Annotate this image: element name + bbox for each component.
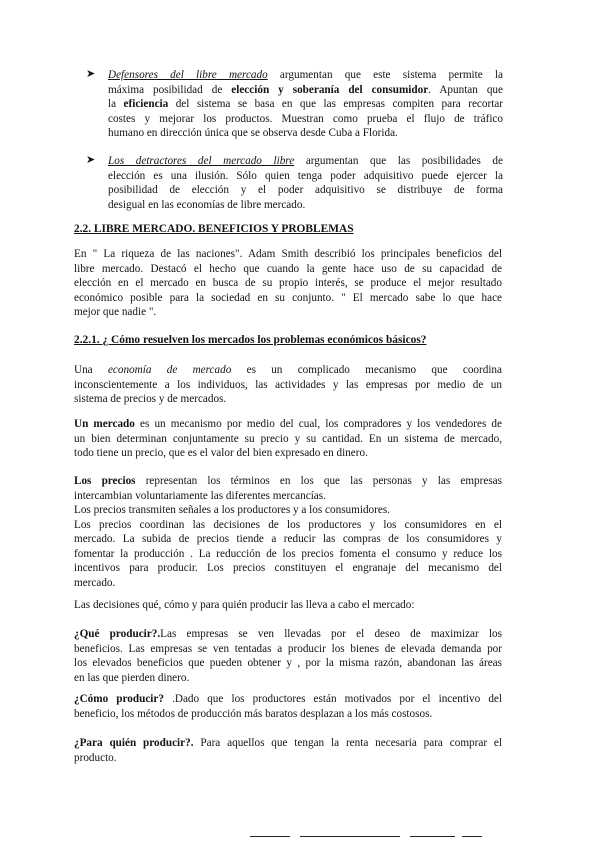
footer-rule bbox=[462, 836, 482, 837]
bullet-defensores: ➤ Defensores del libre mercado argumentan que este sistema permite la máxima posibilidad de elección y soberanía del consumidor. Apuntan que la eficiencia del sistema se basa en que las empresas compiten para recortar costes y mejorar los productos. Muestran como prueba el flujo de tráfico humano en dirección única que se observa desde Cuba a Florida. bbox=[86, 67, 503, 139]
footer-rule bbox=[300, 836, 400, 837]
paragraph-como-producir: ¿Cómo producir? .Dado que los productores están motivados por el incentivo del beneficio, los métodos de producción más baratos desplazan a los más costosos. bbox=[74, 693, 502, 720]
paragraph-los-precios: Los precios representan los términos en los que las personas y las empresas intercambian voluntariamente las diferentes mercancías. Los precios transmiten señales a los productores y a los consumidores. Los precios coordinan las decisiones de los productores y los consumidores en el mercado. La subida de precios tiende a reducir las compras de los consumidores y fomentar la producción . La reducción de los precios fomenta el consumo y reduce los incentivos para producir. Los precios constituyen el engranaje del mecanismo del mercado. bbox=[74, 475, 502, 589]
paragraph-economia-mercado: Una economía de mercado es un complicado mecanismo que coordina inconscientemente a los individuos, las actividades y las empresas por medio de un sistema de precios y de mercados. bbox=[74, 364, 502, 405]
paragraph-que-producir: ¿Qué producir?.Las empresas se ven llevadas por el deseo de maximizar los beneficios. Las empresas se ven tentadas a producir los bienes de elevada demanda por los elevados beneficios que pueden obtener y , por la misma razón, abandonan las áreas en las que pierden dinero. bbox=[74, 628, 502, 684]
subsection-heading: 2.2.1. ¿ Cómo resuelven los mercados los problemas económicos básicos? bbox=[74, 334, 427, 346]
detractores-term: Los detractores del mercado libre bbox=[108, 155, 295, 167]
footer-rule bbox=[410, 836, 455, 837]
footer-rule bbox=[250, 836, 290, 837]
paragraph-para-quien-producir: ¿Para quién producir?. Para aquellos que tengan la renta necesaria para comprar el producto. bbox=[74, 737, 502, 764]
section-heading: 2.2. LIBRE MERCADO. BENEFICIOS Y PROBLEMAS bbox=[74, 223, 354, 235]
bullet-detractores: ➤ Los detractores del mercado libre argumentan que las posibilidades de elección es una ilusión. Sólo quien tenga poder adquisitivo puede ejercer la posibilidad de elección y el poder adquisitivo se distribuye de forma desigual en las economías de libre mercado. bbox=[86, 153, 503, 211]
paragraph-decisiones: Las decisiones qué, cómo y para quién producir las lleva a cabo el mercado: bbox=[74, 599, 415, 611]
arrow-bullet-icon: ➤ bbox=[86, 153, 96, 166]
paragraph-un-mercado: Un mercado es un mecanismo por medio del cual, los compradores y los vendedores de un bien determinan conjuntamente su precio y su cantidad. En un sistema de mercado, todo tiene un precio, que es el valor del bien expresado en dinero. bbox=[74, 418, 502, 459]
paragraph-adam-smith: En " La riqueza de las naciones". Adam Smith describió los principales beneficios del libre mercado. Destacó el hecho que cuando la gente hace uso de su capacidad de elección en el mercado en busca de su propio interés, se produce el mejor resultado económico posible para la sociedad en su conjunto. " El mercado sabe lo que hace mejor que nadie ". bbox=[74, 248, 502, 318]
arrow-bullet-icon: ➤ bbox=[86, 67, 96, 80]
defensores-term: Defensores del libre mercado bbox=[108, 69, 268, 81]
